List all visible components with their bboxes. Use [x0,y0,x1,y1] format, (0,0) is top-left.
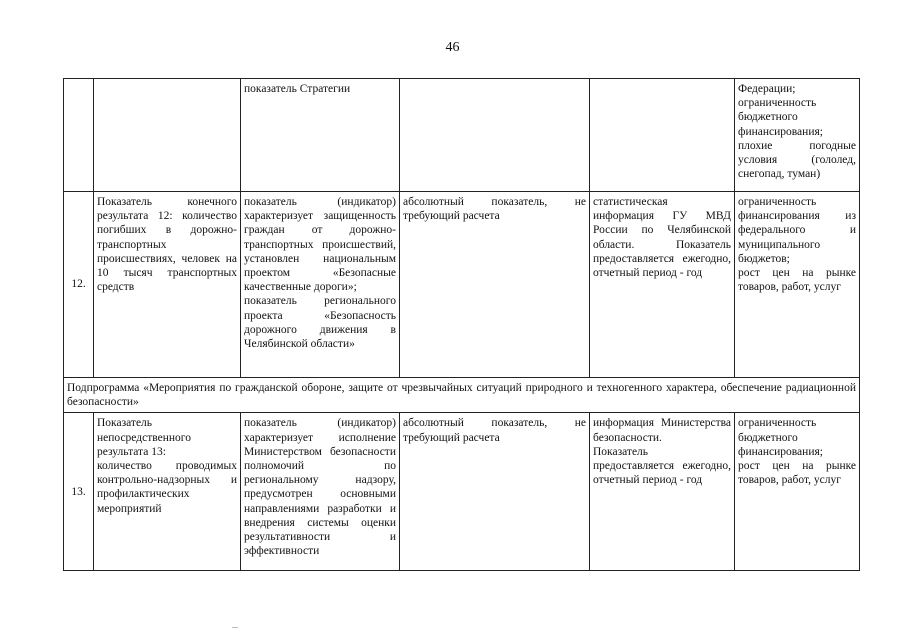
calculation-method-cell [400,79,590,192]
data-source-cell: статистическая информация ГУ МВД России по Челябинской области. Показатель предоставляется ежегодно, отчетный период - год [590,192,735,378]
subprogram-row [64,378,860,413]
characteristic-cell: показатель (индикатор) характеризует защищенность граждан от дорожно-транспортных происшествий, установлен национальным проектом «Безопасные качественные дороги»; показатель регионального проекта «Безопасность дорожного движения в Челябинской области» [241,192,400,378]
risk-factors-cell: ограниченность бюджетного финансирования; рост цен на рынке товаров, работ, услуг [735,413,860,571]
indicator-name-cell: Показатель непосредственного результата 13: количество проводимых контрольно-надзорных и профилактических мероприятий [94,413,241,571]
indicators-table [63,78,860,571]
characteristic-cell: показатель (индикатор) характеризует исполнение Министерством безопасности полномочий по региональному надзору, предусмотрен основными направлениями разработки и внедрения системы оценки результативности и эффективности [241,413,400,571]
row-number-cell: 13. [64,413,94,571]
indicator-name-cell [94,79,241,192]
table-row-13 [64,413,860,571]
page-number: 46 [445,40,460,55]
calculation-method-cell: абсолютный показатель, не требующий расчета [400,192,590,378]
data-source-cell [590,79,735,192]
indicator-name-cell: Показатель конечного результата 12: количество погибших в дорожно-транспортных происшествиях, человек на 10 тысяч транспортных средств [94,192,241,378]
scan-artifact [232,627,238,628]
characteristic-cell: показатель Стратегии [241,79,400,192]
table-row-continuation [64,79,860,192]
risk-factors-cell: Федерации; ограниченность бюджетного финансирования; плохие погодные условия (гололед, снегопад, туман) [735,79,860,192]
calculation-method-cell: абсолютный показатель, не требующий расчета [400,413,590,571]
risk-factors-cell: ограниченность финансирования из федерального и муниципального бюджетов; рост цен на рынке товаров, работ, услуг [735,192,860,378]
data-source-cell: информация Министерства безопасности. Показатель предоставляется ежегодно, отчетный период - год [590,413,735,571]
table-row-12 [64,192,860,378]
subprogram-title: Подпрограмма «Мероприятия по гражданской обороне, защите от чрезвычайных ситуаций природного и техногенного характера, обеспечение радиационной безопасности» [64,378,860,413]
row-number-cell: 12. [64,192,94,378]
row-number-cell [64,79,94,192]
